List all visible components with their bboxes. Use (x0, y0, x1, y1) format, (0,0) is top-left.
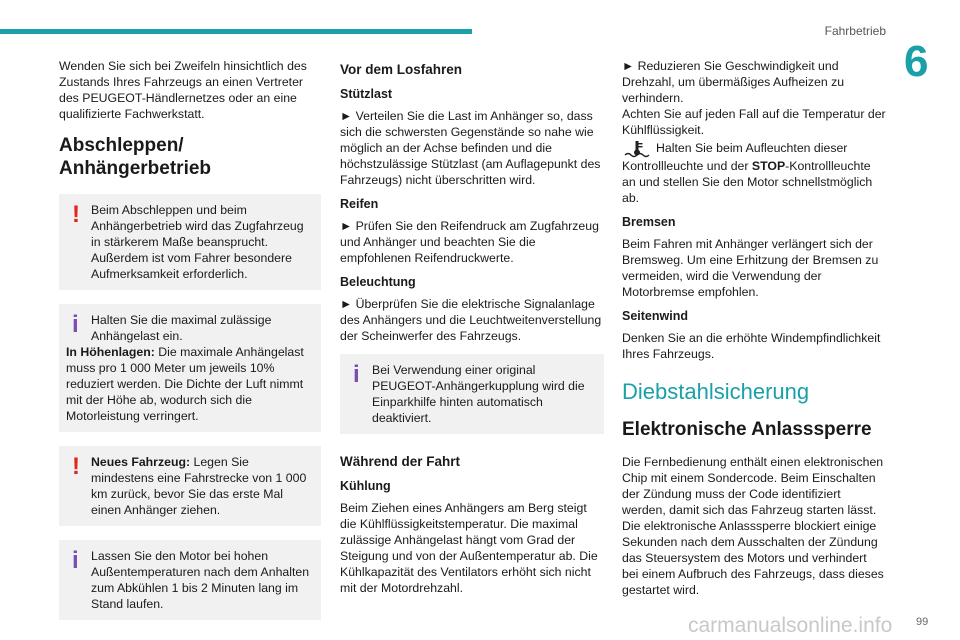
coolant-temp-text: Achten Sie auf jeden Fall auf die Temperatur der Kühlflüssigkeit. (622, 107, 886, 137)
info-icon: i (72, 311, 79, 338)
chapter-number: 6 (904, 37, 929, 86)
warning-text: Beim Abschleppen und beim Anhängerbetrieb wird das Zugfahrzeug in stärkerem Maße beansprucht. Außerdem ist vom Fahrer besondere Aufmerksamkeit erforderlich. (91, 203, 304, 281)
heading-lighting: Beleuchtung (340, 275, 416, 289)
heading-nose-weight: Stützlast (340, 87, 393, 101)
header-accent-bar (0, 29, 472, 34)
info-box-cooldown (59, 540, 321, 620)
heading-while-driving: Während der Fahrt (340, 454, 461, 469)
coolant-temperature-icon (622, 140, 652, 158)
immobiliser-text-2: Die elektronische Anlasssperre blockiert einige Sekunden nach dem Ausschalten der Zündung das Steuersystem des Motors und verhindert bei einem Aufbruch des Fahrzeugs, dass dieses gestartet wird. (622, 519, 884, 597)
section-title-towing: Abschleppen/ Anhängerbetrieb (59, 135, 212, 179)
section-name: Fahrbetrieb (824, 24, 886, 38)
info-icon: i (72, 547, 79, 574)
coolant-warning: Halten Sie beim Aufleuchten dieser Kontrollleuchte und der STOP-Kontrollleuchte an und stellen Sie den Motor schnellstmöglich ab. (622, 141, 873, 205)
column-1 (59, 58, 321, 634)
nose-weight-text: ► Verteilen Sie die Last im Anhänger so, dass sich die schwersten Gegenstände so nahe wie möglich an der Achse befinden und die höchstzulässige Stützlast (am Auflagepunkt des Fahrzeugs) nicht überschritten wird. (340, 109, 601, 187)
info-text: Lassen Sie den Motor bei hohen Außentemperaturen nach dem Anhalten zum Abkühlen 1 bis 2 Minuten lang im Stand laufen. (91, 549, 310, 611)
info-box (59, 304, 321, 432)
lighting-text: ► Überprüfen Sie die elektrische Signalanlage des Anhängers und die Leuchtweitenverstellung der Scheinwerfer des Fahrzeugs. (340, 297, 602, 343)
heading-anti-theft: Diebstahlsicherung (622, 379, 810, 404)
warning-text: Neues Fahrzeug: Legen Sie mindestens eine Fahrstrecke von 1 000 km zurück, bevor Sie das erste Mal einen Anhänger ziehen. (91, 455, 307, 517)
tyres-text: ► Prüfen Sie den Reifendruck am Zugfahrzeug und Anhänger und beachten Sie die empfohlenen Reifendruckwerte. (340, 219, 599, 265)
info-text: Bei Verwendung einer original PEUGEOT-Anhängerkupplung wird die Einparkhilfe hinten automatisch deaktiviert. (372, 363, 585, 425)
cooling-text: Beim Ziehen eines Anhängers am Berg steigt die Kühlflüssigkeitstemperatur. Die maximal zulässige Anhängelast hängt vom Grad der Steigung und von der Außentemperatur ab. Die Kühlkapazität des Ventilators erhöht sich nicht mit der Motordrehzahl. (340, 501, 598, 595)
column-2 (340, 58, 604, 604)
heading-before-driving: Vor dem Losfahren (340, 62, 463, 77)
heading-tyres: Reifen (340, 197, 379, 211)
warning-box-new-vehicle (59, 446, 321, 526)
info-text-altitude: In Höhenlagen: Die maximale Anhängelast muss pro 1 000 Meter um jeweils 10% reduziert werden. Die Dichte der Luft nimmt mit der Höhe ab, wodurch sich die Motorleistung verringert. (66, 345, 304, 423)
warning-icon: ! (72, 453, 80, 480)
heading-crosswind: Seitenwind (622, 309, 688, 323)
heading-brakes: Bremsen (622, 215, 676, 229)
watermark-url: carmanualsonline.info (688, 614, 893, 637)
info-text: Halten Sie die maximal zulässige Anhängelast ein. (91, 313, 272, 343)
info-box-parking-aid (340, 354, 604, 434)
page-number: 99 (916, 616, 929, 628)
intro-text: Wenden Sie sich bei Zweifeln hinsichtlich des Zustands Ihres Fahrzeugs an einen Vertreter des PEUGEOT-Händlernetzes oder an eine qualifizierte Fachwerkstatt. (59, 59, 307, 121)
heading-immobiliser: Elektronische Anlasssperre (622, 419, 872, 440)
info-icon: i (353, 361, 360, 388)
column-3 (622, 58, 886, 606)
immobiliser-text-1: Die Fernbedienung enthält einen elektronischen Chip mit einem Sondercode. Beim Einschalten der Zündung muss der Code identifiziert werden, damit sich das Fahrzeug starten lässt. (622, 455, 884, 517)
brakes-text: Beim Fahren mit Anhänger verlängert sich der Bremsweg. Um eine Erhitzung der Bremsen zu vermeiden, wird die Verwendung der Motorbremse empfohlen. (622, 237, 879, 299)
crosswind-text: Denken Sie an die erhöhte Windempfindlichkeit Ihres Fahrzeugs. (622, 331, 881, 361)
heading-cooling: Kühlung (340, 479, 391, 493)
reduce-speed-text: ► Reduzieren Sie Geschwindigkeit und Drehzahl, um übermäßiges Aufheizen zu verhindern. (622, 59, 845, 105)
warning-box (59, 194, 321, 290)
warning-icon: ! (72, 201, 80, 228)
